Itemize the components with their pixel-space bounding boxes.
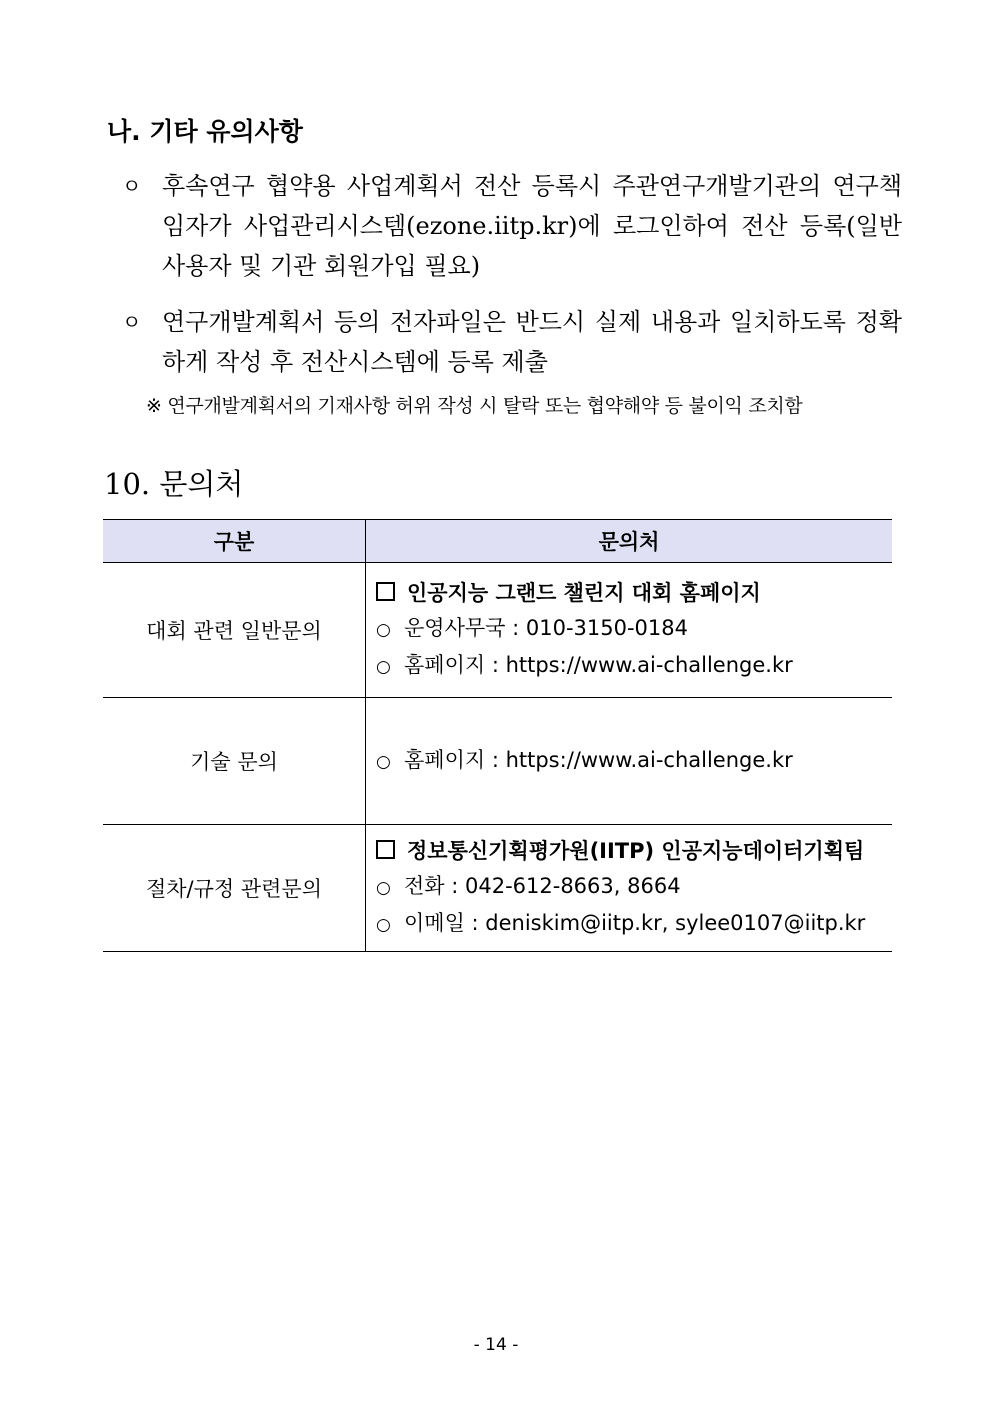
contact-item: ○ 이메일 : deniskim@iitp.kr, sylee0107@iitp.kr (376, 906, 891, 943)
contact-heading: 인공지능 그랜드 챌린지 대회 홈페이지 (376, 576, 891, 611)
header-contact: 문의처 (366, 520, 893, 563)
contact-table (103, 519, 892, 952)
table-row (103, 563, 892, 698)
contact-heading: 정보통신기획평가원(IITP) 인공지능데이터기획팀 (376, 834, 891, 869)
section-title: 나. 기타 유의사항 (107, 117, 303, 146)
circle-bullet-icon: ○ (376, 656, 391, 677)
circle-bullet-icon: ○ (376, 751, 391, 772)
row-category: 절차/규정 관련문의 (103, 825, 366, 952)
contact-item: ○ 홈페이지 : https://www.ai-challenge.kr (376, 743, 891, 780)
bullet-item (122, 302, 902, 382)
page-number: - 14 - (473, 1335, 519, 1355)
bullet-text: 연구개발계획서 등의 전자파일은 반드시 실제 내용과 일치하도록 정확하게 작성 후 전산시스템에 등록 제출 (162, 308, 902, 376)
contact-item: ○ 전화 : 042-612-8663, 8664 (376, 869, 891, 906)
note: ※ 연구개발계획서의 기재사항 허위 작성 시 탈락 또는 협약해약 등 불이익 조치함 (146, 395, 803, 417)
table-header-row (103, 520, 892, 563)
header-category: 구분 (103, 520, 366, 563)
bullet-mark: ㅇ (122, 174, 142, 198)
contact-item: ○ 운영사무국 : 010-3150-0184 (376, 611, 891, 648)
row-category: 대회 관련 일반문의 (103, 563, 366, 698)
circle-bullet-icon: ○ (376, 619, 391, 640)
row-contact (366, 563, 893, 698)
checkbox-square-icon (376, 582, 395, 601)
checkbox-square-icon (376, 840, 395, 859)
table-row (103, 698, 892, 825)
row-category: 기술 문의 (103, 698, 366, 825)
table-row (103, 825, 892, 952)
row-contact (366, 825, 893, 952)
contact-title: 10. 문의처 (104, 467, 244, 501)
bullet-text: 후속연구 협약용 사업계획서 전산 등록시 주관연구개발기관의 연구책임자가 사업관리시스템(ezone.iitp.kr)에 로그인하여 전산 등록(일반사용자 및 기관 회원가입 필요) (162, 172, 902, 280)
bullet-item (122, 166, 902, 286)
contact-item: ○ 홈페이지 : https://www.ai-challenge.kr (376, 648, 891, 685)
circle-bullet-icon: ○ (376, 877, 391, 898)
row-contact (366, 698, 893, 825)
circle-bullet-icon: ○ (376, 914, 391, 935)
bullet-mark: ㅇ (122, 310, 142, 334)
